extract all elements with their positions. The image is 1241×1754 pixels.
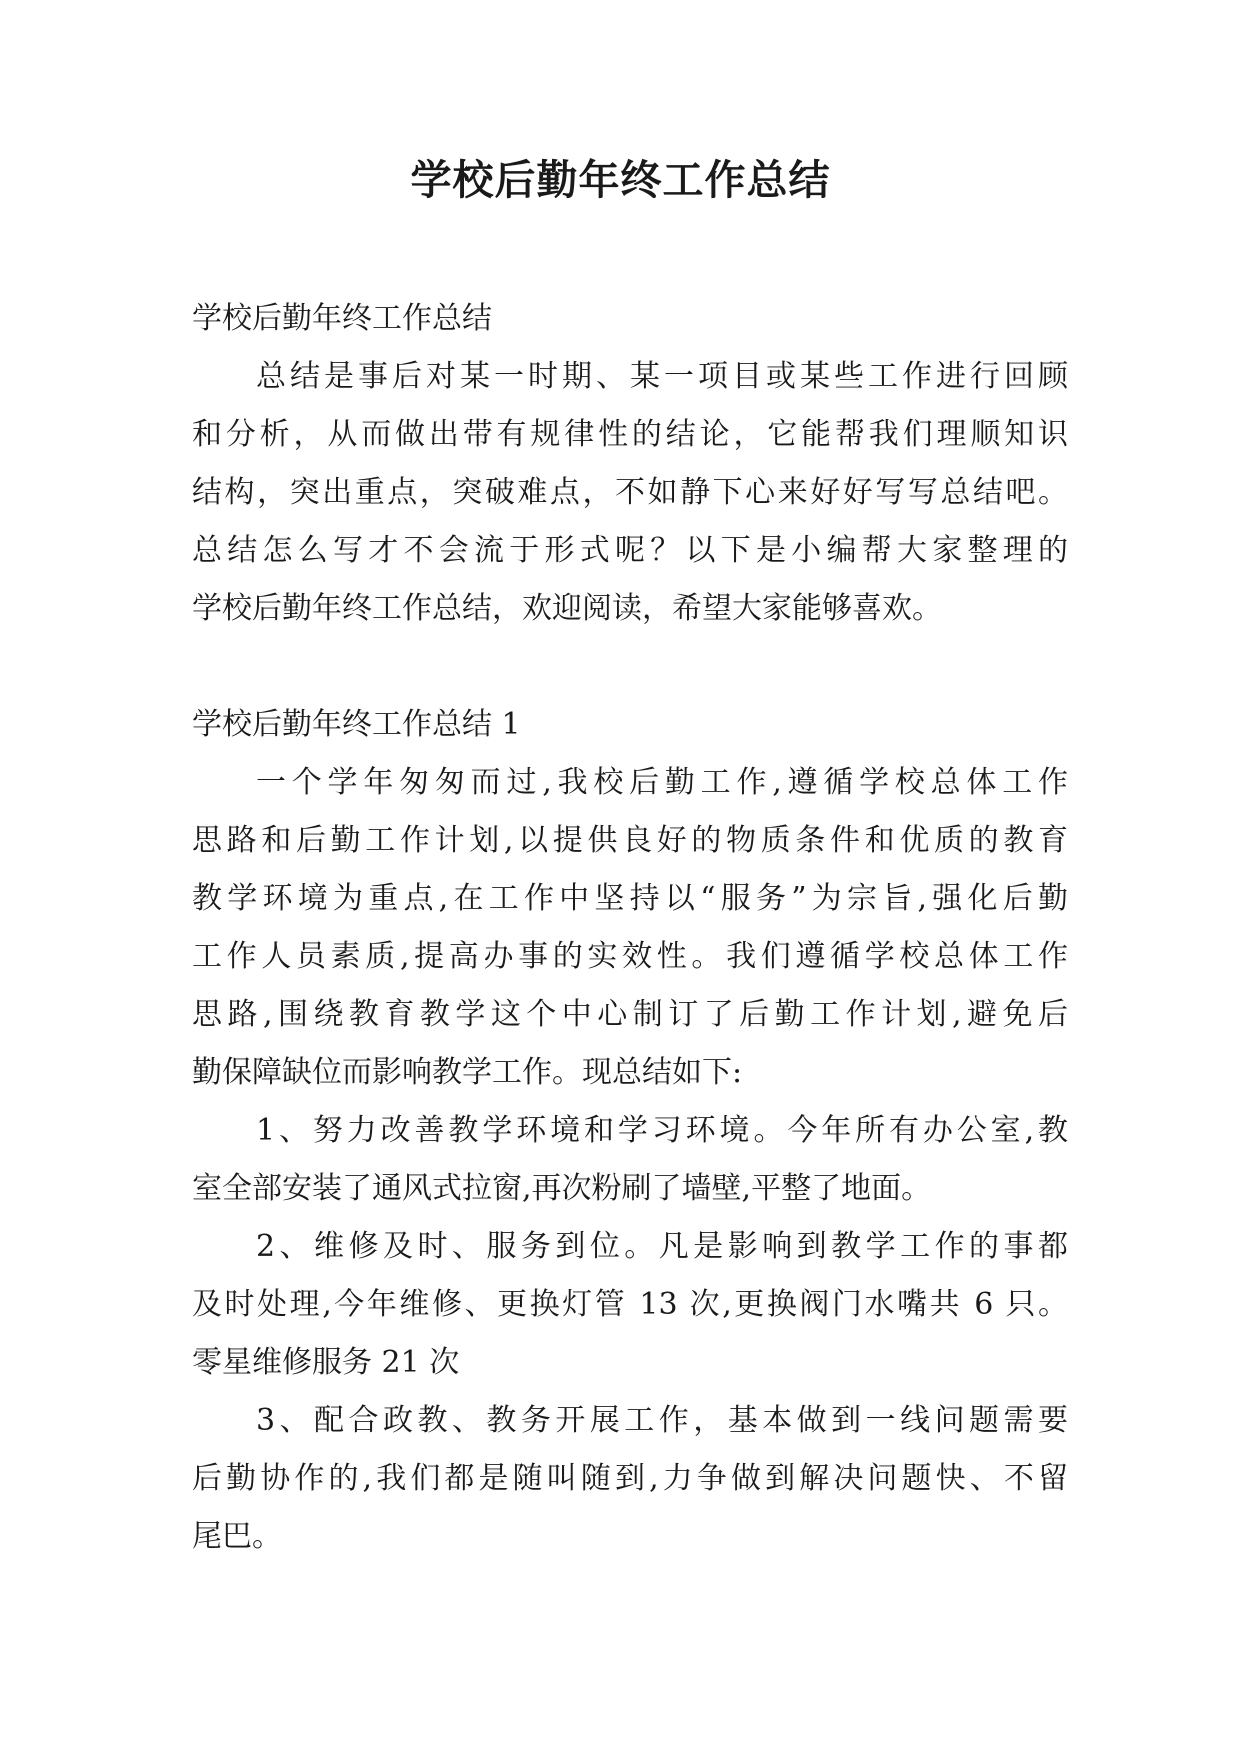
body-heading: 学校后勤年终工作总结 bbox=[192, 301, 492, 336]
paragraph-line: 勤保障缺位而影响教学工作。现总结如下: bbox=[192, 1055, 743, 1090]
paragraph-line: 教学环境为重点,在工作中坚持以“服务”为宗旨,强化后勤 bbox=[192, 881, 1068, 916]
list-item-line: 2、维修及时、服务到位。凡是影响到教学工作的事都 bbox=[256, 1229, 1068, 1264]
list-item-line: 及时处理,今年维修、更换灯管 13 次,更换阀门水嘴共 6 只。 bbox=[192, 1287, 1068, 1322]
list-item-line: 尾巴。 bbox=[192, 1519, 282, 1554]
section-gap bbox=[192, 638, 1068, 696]
list-item-line: 室全部安装了通风式拉窗,再次粉刷了墙壁,平整了地面。 bbox=[192, 1171, 932, 1206]
intro-line: 结构，突出重点，突破难点，不如静下心来好好写写总结吧。 bbox=[192, 475, 1068, 510]
section-heading: 学校后勤年终工作总结 1 bbox=[192, 707, 521, 742]
document-title: 学校后勤年终工作总结 bbox=[410, 156, 831, 204]
list-item-3 bbox=[192, 1392, 1068, 1566]
list-item-line: 零星维修服务 21 次 bbox=[192, 1345, 460, 1380]
intro-paragraph bbox=[192, 348, 1068, 638]
list-item-line: 3、配合政教、教务开展工作，基本做到一线问题需要 bbox=[256, 1403, 1068, 1438]
intro-line: 和分析，从而做出带有规律性的结论，它能帮我们理顺知识 bbox=[192, 417, 1068, 452]
list-item-line: 1、努力改善教学环境和学习环境。今年所有办公室,教 bbox=[256, 1113, 1068, 1148]
intro-line: 总结是事后对某一时期、某一项目或某些工作进行回顾 bbox=[256, 359, 1068, 394]
intro-line: 学校后勤年终工作总结，欢迎阅读，希望大家能够喜欢。 bbox=[192, 591, 942, 626]
paragraph-line: 思路,围绕教育教学这个中心制订了后勤工作计划,避免后 bbox=[192, 997, 1068, 1032]
list-item-1 bbox=[192, 1102, 1068, 1218]
intro-line: 总结怎么写才不会流于形式呢？以下是小编帮大家整理的 bbox=[192, 533, 1068, 568]
list-item-2 bbox=[192, 1218, 1068, 1392]
section-paragraph bbox=[192, 754, 1068, 1102]
paragraph-line: 一个学年匆匆而过,我校后勤工作,遵循学校总体工作 bbox=[256, 765, 1068, 800]
document-body bbox=[192, 290, 1068, 1566]
list-item-line: 后勤协作的,我们都是随叫随到,力争做到解决问题快、不留 bbox=[192, 1461, 1068, 1496]
paragraph-line: 思路和后勤工作计划,以提供良好的物质条件和优质的教育 bbox=[192, 823, 1068, 858]
paragraph-line: 工作人员素质,提高办事的实效性。我们遵循学校总体工作 bbox=[192, 939, 1068, 974]
